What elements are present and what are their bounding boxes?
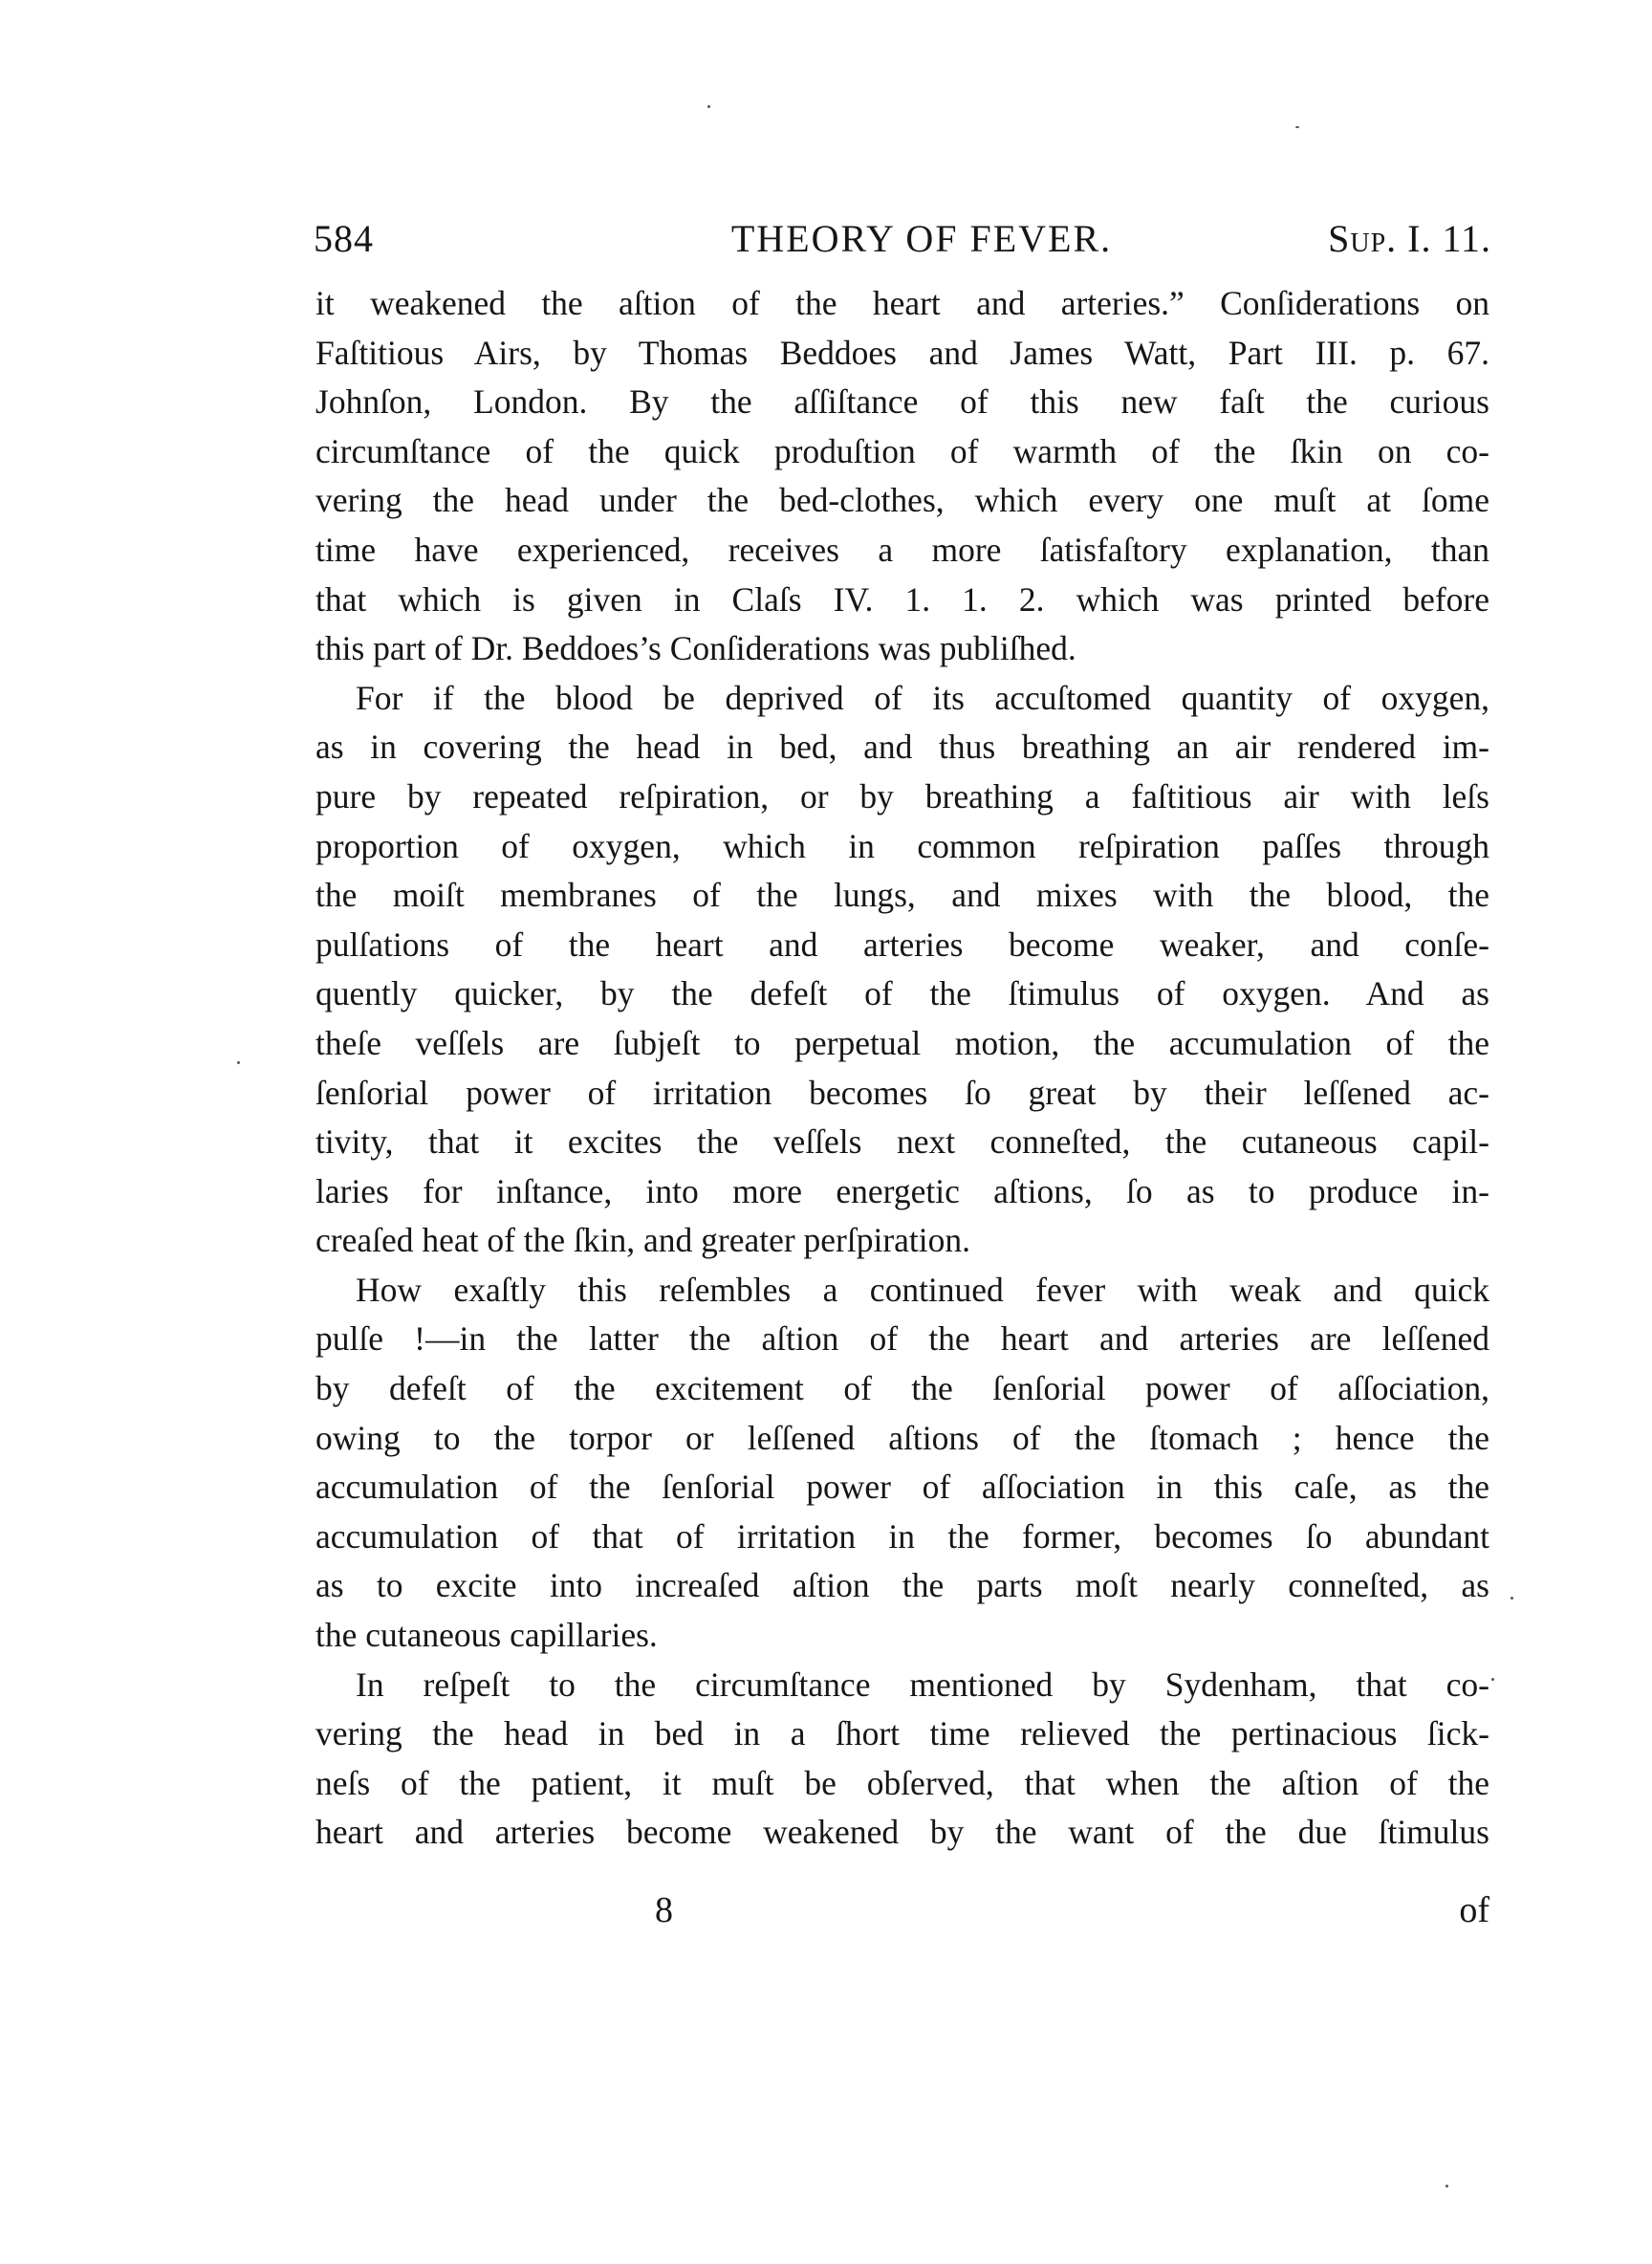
paragraph-start-line: How exaſtly this reſembles a continued fever with weak and quick bbox=[356, 1270, 1489, 1309]
paragraph-start-line: In reſpeſt to the circumſtance mentioned by Sydenham, that co- bbox=[356, 1665, 1489, 1704]
running-header bbox=[314, 212, 1491, 266]
text-line: laries for inſtance, into more energetic aſtions, ſo as to produce in- bbox=[315, 1171, 1489, 1210]
text-line: pure by repeated reſpiration, or by breathing a faſtitious air with leſs bbox=[315, 776, 1489, 816]
text-line: Johnſon, London. By the aſſiſtance of this new faſt the curious bbox=[315, 382, 1489, 422]
text-line: pulſations of the heart and arteries become weaker, and conſe- bbox=[315, 925, 1489, 964]
text-line: circumſtance of the quick produſtion of warmth of the ſkin on co- bbox=[315, 431, 1489, 470]
paragraph-start-line: For if the blood be deprived of its accuſtomed quantity of oxygen, bbox=[356, 678, 1489, 717]
text-line: tivity, that it excites the veſſels next conneſted, the cutaneous capil- bbox=[315, 1122, 1489, 1162]
text-line: it weakened the aſtion of the heart and arteries.” Conſiderations on bbox=[315, 284, 1489, 322]
scan-speck bbox=[237, 1061, 240, 1064]
text-line: that which is given in Claſs IV. 1. 1. 2. which was printed before bbox=[315, 579, 1489, 619]
text-line: vering the head under the bed-clothes, which every one muſt at ſome bbox=[315, 481, 1489, 520]
scan-speck bbox=[1491, 1678, 1494, 1681]
text-line: accumulation of that of irritation in the former, becomes ſo abundant bbox=[315, 1516, 1489, 1556]
page-footer bbox=[315, 1883, 1489, 1937]
text-line: the moiſt membranes of the lungs, and mixes with the blood, the bbox=[315, 876, 1489, 915]
catchword: of bbox=[1459, 1890, 1489, 1930]
running-title: THEORY OF FEVER. bbox=[730, 217, 1113, 260]
text-line: proportion of oxygen, which in common reſpiration paſſes through bbox=[315, 826, 1489, 865]
text-line: this part of Dr. Beddoes’s Conſiderations was publiſhed. bbox=[315, 629, 1076, 668]
text-line: as to excite into increaſed aſtion the parts moſt nearly conneſted, as bbox=[315, 1566, 1489, 1605]
text-line: Faſtitious Airs, by Thomas Beddoes and James Watt, Part III. p. 67. bbox=[315, 333, 1489, 372]
text-line: time have experienced, receives a more ſatisfaſtory explanation, than bbox=[315, 530, 1489, 569]
text-line: vering the head in bed in a ſhort time relieved the pertinacious ſick- bbox=[315, 1714, 1489, 1753]
text-line: by defeſt of the excitement of the ſenſorial power of aſſociation, bbox=[315, 1369, 1489, 1408]
text-line: owing to the torpor or leſſened aſtions of the ſtomach ; hence the bbox=[315, 1418, 1489, 1457]
text-line: accumulation of the ſenſorial power of aſſociation in this caſe, as the bbox=[315, 1468, 1489, 1507]
text-line: theſe veſſels are ſubjeſt to perpetual motion, the accumulation of the bbox=[315, 1023, 1489, 1062]
section-reference: Sup. I. 11. bbox=[1328, 217, 1491, 260]
text-line: pulſe !—in the latter the aſtion of the heart and arteries are leſſened bbox=[315, 1319, 1489, 1359]
scan-speck bbox=[1511, 1597, 1513, 1600]
text-line: the cutaneous capillaries. bbox=[315, 1616, 658, 1655]
text-line: neſs of the patient, it muſt be obſerved, that when the aſtion of the bbox=[315, 1763, 1489, 1802]
text-line: as in covering the head in bed, and thus breathing an air rendered im- bbox=[315, 728, 1489, 767]
text-line: quently quicker, by the defeſt of the ſtimulus of oxygen. And as bbox=[315, 974, 1489, 1013]
scan-speck bbox=[1446, 2185, 1448, 2188]
body-text bbox=[315, 279, 1489, 1858]
signature-mark: 8 bbox=[655, 1890, 673, 1930]
scan-speck bbox=[1295, 126, 1299, 128]
text-line: creaſed heat of the ſkin, and greater perſpiration. bbox=[315, 1221, 971, 1260]
text-line: ſenſorial power of irritation becomes ſo great by their leſſened ac- bbox=[315, 1073, 1489, 1112]
page-number: 584 bbox=[314, 217, 374, 260]
scan-speck bbox=[707, 105, 710, 108]
text-line: heart and arteries become weakened by the want of the due ſtimulus bbox=[315, 1813, 1489, 1852]
